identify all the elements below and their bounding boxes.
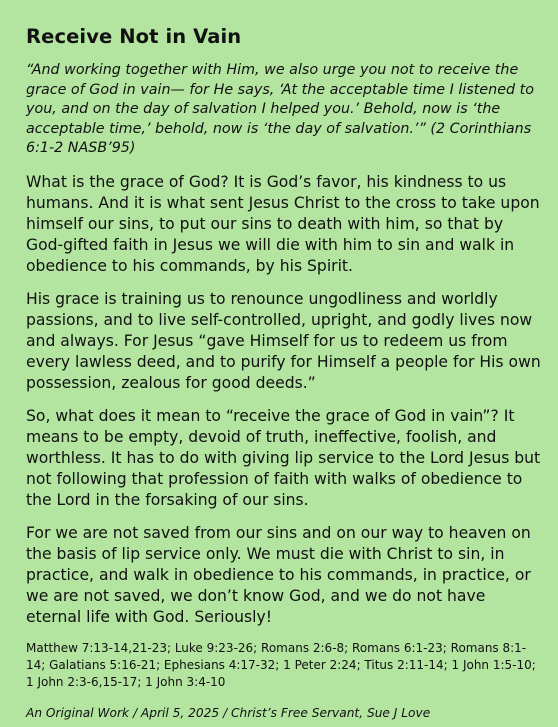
body-paragraph-2: His grace is training us to renounce ungodliness and worldly passions, and to live self-controlled, upright, and godly lives now and always. For Jesus “gave Himself for us to redeem us from every lawless deed, and to purify for Himself a people for His own possession, zealous for good deeds.” — [26, 289, 541, 392]
body-paragraph-1: What is the grace of God? It is God’s favor, his kindness to us humans. And it is what sent Jesus Christ to the cross to take upon himself our sins, to put our sins to death with him, so that by God-gifted faith in Jesus we will die with him to sin and walk in obedience to his commands, by his Spirit. — [26, 172, 540, 275]
body-paragraph-4: For we are not saved from our sins and on our way to heaven on the basis of lip service only. We must die with Christ to sin, in practice, and walk in obedience to his commands, in practice, or we are not saved, we don’t know God, and we do not have eternal life with God. Seriously! — [26, 523, 531, 626]
scripture-quote: “And working together with Him, we also urge you not to receive the grace of God in vain— for He says, ‘At the acceptable time I listened to you, and on the day of salvation I helped you.’ Behold, now is ‘the acceptable time,’ behold, now is ‘the day of salvation.’” (2 Corinthians 6:1-2 NASB’95) — [26, 62, 534, 157]
scripture-references: Matthew 7:13-14,21-23; Luke 9:23-26; Romans 2:6-8; Romans 6:1-23; Romans 8:1-14; Galatians 5:16-21; Ephesians 4:17-32; 1 Peter 2:24; Titus 2:11-14; 1 John 1:5-10; 1 John 2:3-6,15-17; 1 John 3:4-10 — [26, 640, 536, 689]
page-title: Receive Not in Vain — [26, 25, 242, 48]
body-paragraph-3: So, what does it mean to “receive the grace of God in vain”? It means to be empty, devoid of truth, ineffective, foolish, and worthless. It has to do with giving lip service to the Lord Jesus but not following that profession of faith with walks of obedience to the Lord in the forsaking of our sins. — [26, 406, 541, 509]
author-footer: An Original Work / April 5, 2025 / Christ’s Free Servant, Sue J Love — [26, 705, 431, 720]
